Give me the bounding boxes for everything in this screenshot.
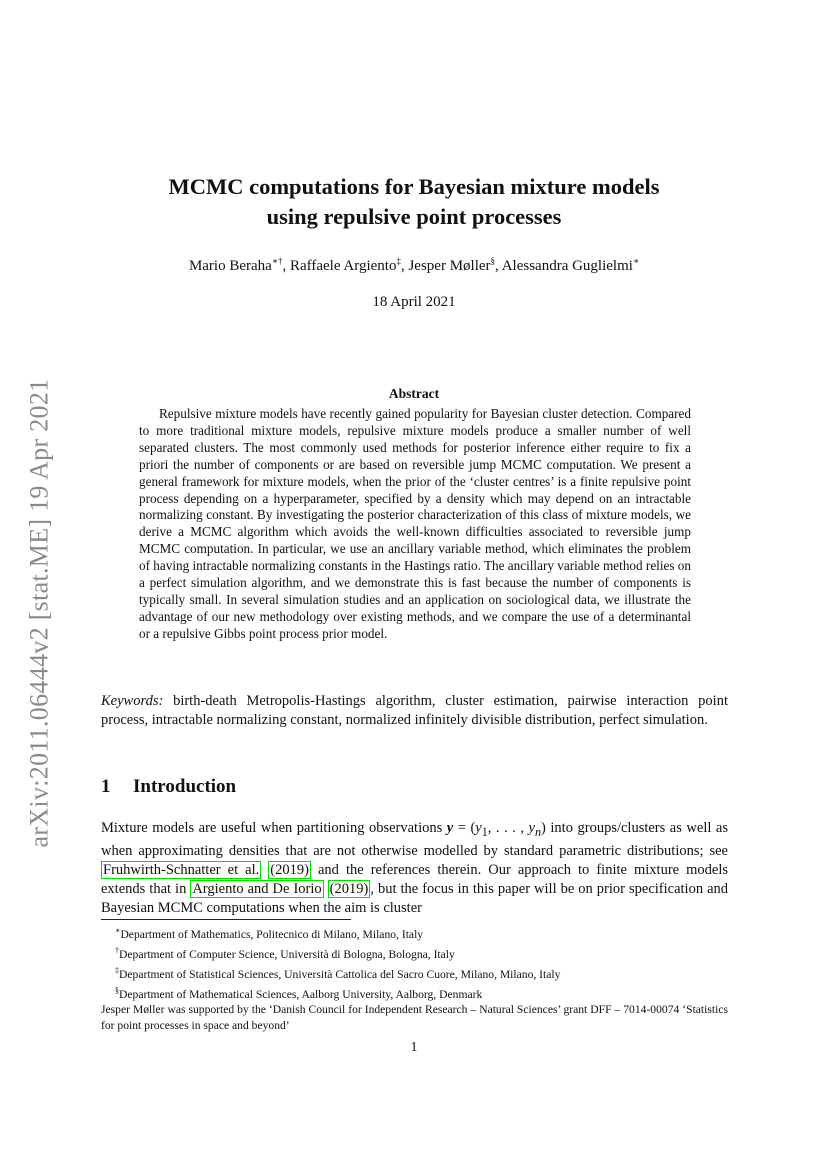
author-affiliation-mark: ∗† <box>271 256 283 266</box>
paper-title-line-1: MCMC computations for Bayesian mixture models <box>168 174 660 199</box>
footnote-text: Department of Mathematics, Politecnico di Milano, Milano, Italy <box>120 927 424 941</box>
citation-year-link[interactable]: (2019) <box>329 881 369 898</box>
author-list: Mario Beraha∗†, Raffaele Argiento‡, Jesper Møller§, Alessandra Guglielmi∗ <box>188 256 640 274</box>
citation-link[interactable]: Fruhwirth-Schnatter et al. <box>103 862 260 879</box>
intro-text: into groups/clusters as well as when approximating densities that are not otherwise modelled by standard parametric distributions; see <box>101 820 728 859</box>
abstract-body: Repulsive mixture models have recently gained popularity for Bayesian cluster detection. Compared to more traditional mixture models, repulsive mixture models produce a smaller number of well separated clusters. The most commonly used methods for posterior inference either require to fix a priori the number of components or are based on reversible jump MCMC computation. We present a general framework for mixture models, when the prior of the ‘cluster centres’ is a finite repulsive point process depending on a hyperparameter, specified by a density which may depend on an intractable normalizing constant. By investigating the posterior characterization of this class of mixture models, we derive a MCMC algorithm which avoids the well-known difficulties associated to reversible jump MCMC computation. In particular, we use an ancillary variable method, which eliminates the problem of having intractable normalizing constants in the Hastings ratio. The ancillary variable method relies on a perfect simulation algorithm, and we demonstrate this is fast because the number of components is typically small. In several simulation studies and an application on sociological data, we illustrate the advantage of our new methodology over existing methods, and we compare the use of a determinantal or a repulsive Gibbs point process prior model. <box>139 406 691 641</box>
citation-year-link[interactable]: (2019) <box>270 862 309 879</box>
author-affiliation-mark: ‡ <box>396 256 401 266</box>
page-number: 1 <box>410 1040 418 1055</box>
funding-note: Jesper Møller was supported by the ‘Danish Council for Independent Research – Natural Sciences’ grant DFF – 7014-00074 ‘Statistics for point processes in space and beyond’ <box>101 1003 728 1033</box>
author-affiliation-mark: ∗ <box>632 256 640 266</box>
footnote <box>101 983 728 1003</box>
author-affiliation-mark: § <box>490 256 496 266</box>
paper-title-line-2: using repulsive point processes <box>266 204 562 229</box>
section-heading <box>101 776 236 798</box>
footnote-mark: ‡ <box>115 965 119 975</box>
keywords-label: Keywords: <box>101 693 164 709</box>
footnote-text: Department of Mathematical Sciences, Aalborg University, Aalborg, Denmark <box>119 987 483 1001</box>
author-name: Mario Beraha <box>188 258 272 274</box>
footnotes <box>101 923 728 1034</box>
section-number: 1 <box>101 776 111 797</box>
footnote <box>101 943 728 963</box>
keywords-text: birth-death Metropolis-Hastings algorithm, cluster estimation, pairwise interaction point process, intractable normalizing constant, normalized infinitely divisible distribution, perfect simulation. <box>101 693 728 729</box>
footnote-mark: † <box>115 945 119 955</box>
footnote-mark: ∗ <box>115 926 121 935</box>
intro-text: and the references therein. Our approach to finite mixture models extends that in <box>101 862 729 898</box>
footnote <box>101 963 728 983</box>
citation-link[interactable]: Argiento and De Iorio <box>192 881 322 898</box>
author-name: Jesper Møller <box>408 258 491 274</box>
abstract-heading: Abstract <box>388 386 440 401</box>
author-name: Alessandra Guglielmi <box>501 258 633 274</box>
author-name: Raffaele Argiento <box>289 258 397 274</box>
footnote-rule <box>101 919 351 920</box>
footnote-text: Department of Computer Science, Università di Bologna, Bologna, Italy <box>119 947 455 961</box>
footnote-text: Department of Statistical Sciences, Università Cattolica del Sacro Cuore, Milano, Milano, Italy <box>119 967 561 981</box>
arxiv-id: arXiv:2011.06444v2 [stat.ME] 19 Apr 2021 <box>24 378 54 848</box>
arxiv-stamp <box>18 358 60 868</box>
intro-paragraph <box>101 819 728 918</box>
keywords <box>101 692 728 730</box>
math-observations: $y = (y_1$, . . . , $y_n$) <box>446 820 546 839</box>
intro-text: Mixture models are useful when partitioning observations <box>101 820 447 836</box>
footnote-mark: § <box>115 985 119 995</box>
paper-date: 18 April 2021 <box>372 294 456 310</box>
section-title: Introduction <box>133 776 237 797</box>
footnote <box>101 923 728 943</box>
intro-text: , but the focus in this paper will be on prior specification and Bayesian MCMC computations when the aim is cluster <box>101 881 729 917</box>
